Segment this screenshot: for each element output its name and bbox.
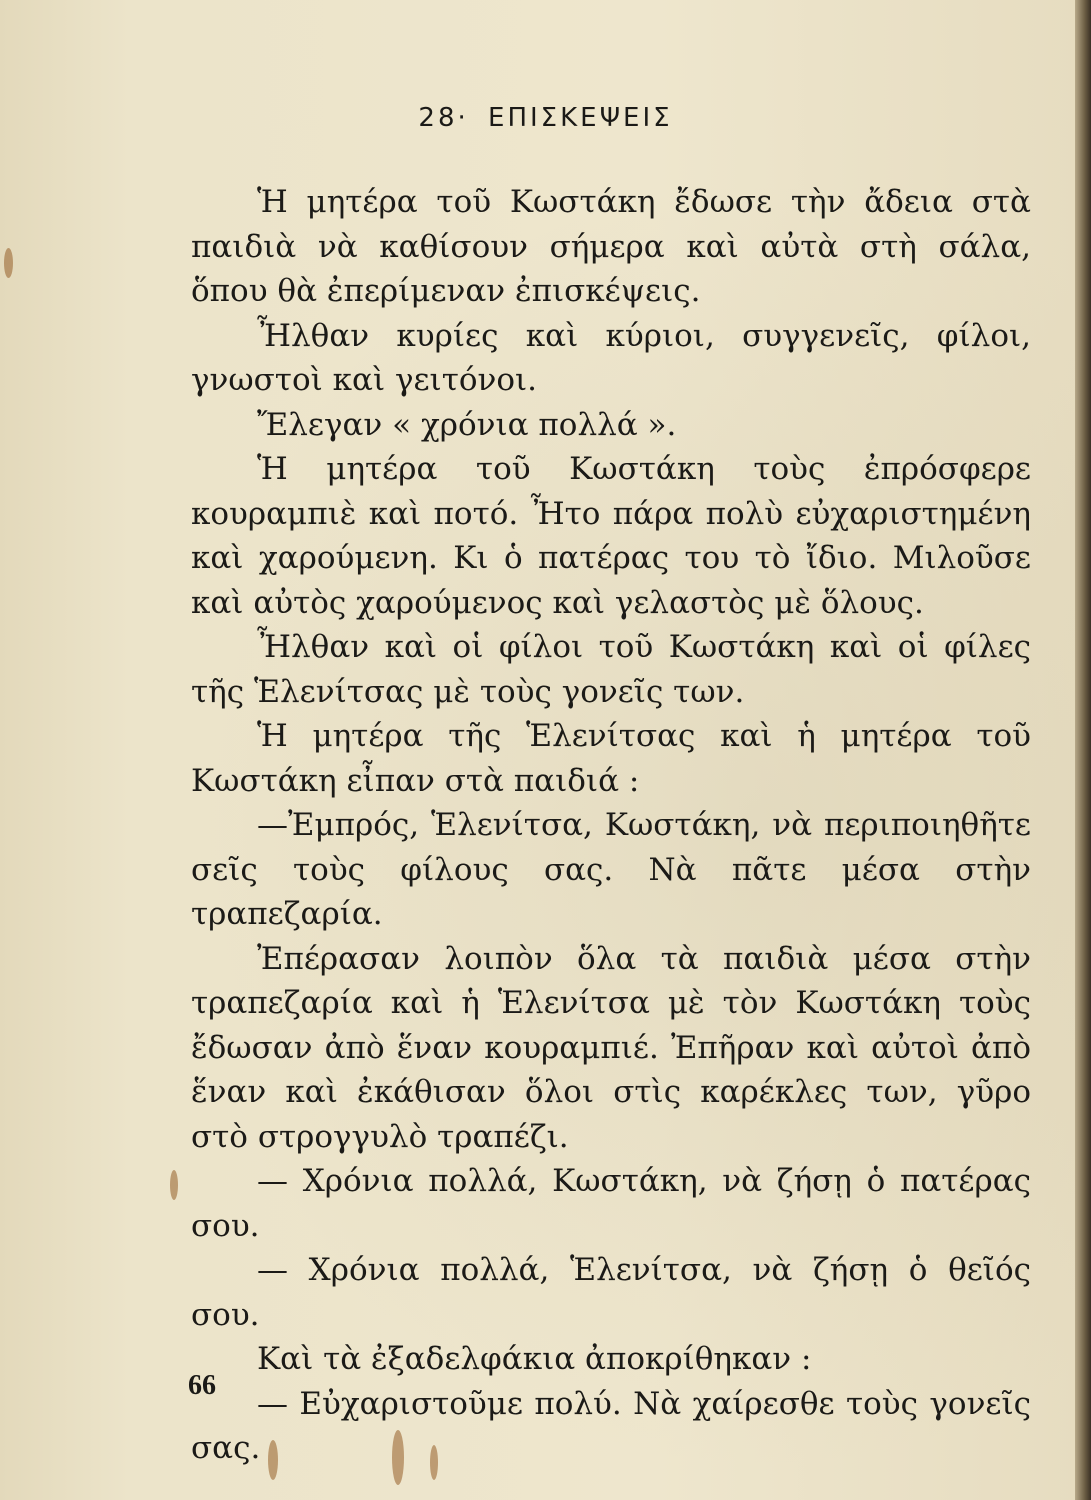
paragraph: Ἦλθαν καὶ οἱ φίλοι τοῦ Κωστάκη καὶ οἱ φίλες τῆς Ἑλενίτσας μὲ τοὺς γονεῖς των. [191, 629, 1031, 710]
page-edge [1075, 0, 1091, 1500]
stain-left [4, 248, 13, 278]
dialogue-paragraph: — Χρόνια πολλά, Κωστάκη, νὰ ζήσῃ ὁ πατέρας σου. [191, 1163, 1031, 1244]
paragraph: Ἡ μητέρα τῆς Ἑλενίτσας καὶ ἡ μητέρα τοῦ Κωστάκη εἶπαν στὰ παιδιά : [191, 718, 1031, 799]
paragraph: Ἡ μητέρα τοῦ Κωστάκη τοὺς ἐπρόσφερε κουραμπιὲ καὶ ποτό. Ἦτο πάρα πολὺ εὐχαριστημένη καὶ χαρούμενη. Κι ὁ πατέρας του τὸ ἴδιο. Μιλοῦσε καὶ αὐτὸς χαρούμενος καὶ γελαστὸς μὲ ὅλους. [191, 451, 1031, 621]
paragraph: Ἔλεγαν « χρόνια πολλά ». [257, 406, 677, 443]
chapter-body [191, 180, 1031, 1471]
paragraph: Ἐπέρασαν λοιπὸν ὅλα τὰ παιδιὰ μέσα στὴν τραπεζαρία καὶ ἡ Ἑλενίτσα μὲ τὸν Κωστάκη τοὺς ἔδωσαν ἀπὸ ἕναν κουραμπιέ. Ἐπῆραν καὶ αὐτοὶ ἀπὸ ἕναν καὶ ἐκάθισαν ὅλοι στὶς καρέκλες των, γῦρο στὸ στρογγυλὸ τραπέζι. [191, 940, 1031, 1155]
paragraph: Ἦλθαν κυρίες καὶ κύριοι, συγγενεῖς, φίλοι, γνωστοὶ καὶ γειτόνοι. [191, 317, 1031, 398]
paragraph: Καὶ τὰ ἐξαδελφάκια ἀποκρίθηκαν : [257, 1341, 812, 1377]
dialogue-paragraph: — Χρόνια πολλά, Ἑλενίτσα, νὰ ζήσῃ ὁ θεῖός σου. [191, 1252, 1031, 1333]
chapter-header [0, 103, 1091, 133]
chapter-number: 28· [418, 103, 469, 133]
dialogue-paragraph: —Ἐμπρός, Ἑλενίτσα, Κωστάκη, νὰ περιποιηθῆτε σεῖς τοὺς φίλους σας. Νὰ πᾶτε μέσα στὴν τραπεζαρία. [191, 807, 1031, 932]
dialogue-paragraph: — Εὐχαριστοῦμε πολύ. Νὰ χαίρεσθε τοὺς γονεῖς σας. [191, 1385, 1031, 1466]
stain-left-2 [170, 1170, 178, 1200]
paragraph: Ἡ μητέρα τοῦ Κωστάκη ἔδωσε τὴν ἄδεια στὰ παιδιὰ νὰ καθίσουν σήμερα καὶ αὐτὰ στὴ σάλα, ὅπου θὰ ἐπερίμεναν ἐπισκέψεις. [191, 184, 1031, 309]
page-number: 66 [188, 1370, 216, 1401]
chapter-title: ΕΠΙΣΚΕΨΕΙΣ [488, 103, 673, 133]
